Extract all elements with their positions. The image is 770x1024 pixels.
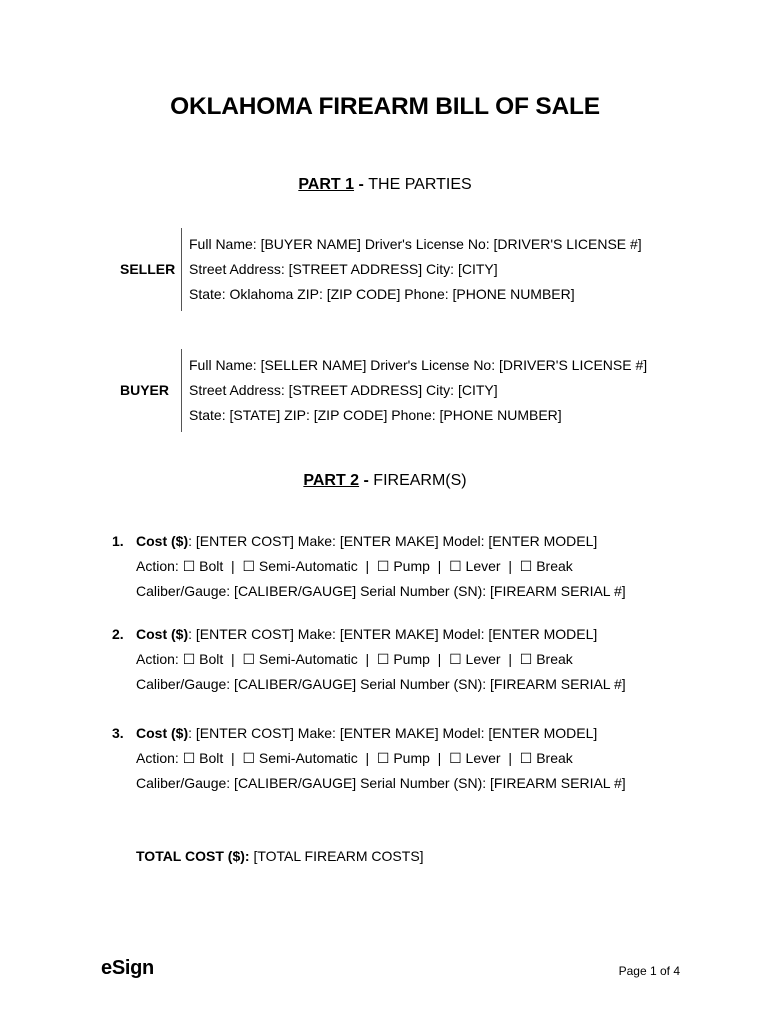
firearm-number: 2. [112,626,124,642]
firearm-number: 1. [112,533,124,549]
part2-heading [0,472,770,490]
firearm-action-row: Action: ☐ Bolt | ☐ Semi-Automatic | ☐ Pump | ☐ Lever | ☐ Break [136,558,573,574]
part1-name: THE PARTIES [368,176,472,193]
buyer-divider [181,349,182,432]
firearm-cost-row [136,721,626,746]
cost-details: : [ENTER COST] Make: [ENTER MAKE] Model: [ENTER MODEL] [188,626,598,642]
cost-label: Cost ($) [136,725,189,741]
seller-line-3: State: Oklahoma ZIP: [ZIP CODE] Phone: [PHONE NUMBER] [189,286,575,302]
firearm-action-row: Action: ☐ Bolt | ☐ Semi-Automatic | ☐ Pump | ☐ Lever | ☐ Break [136,750,573,766]
part1-heading [0,176,770,194]
buyer-lines [189,353,647,428]
seller-line-1: Full Name: [BUYER NAME] Driver's License No: [DRIVER'S LICENSE #] [189,236,642,252]
buyer-line-3: State: [STATE] ZIP: [ZIP CODE] Phone: [PHONE NUMBER] [189,407,562,423]
total-cost [136,845,424,867]
cost-label: Cost ($) [136,533,189,549]
document-title: OKLAHOMA FIREARM BILL OF SALE [170,93,600,120]
part2-separator: - [359,472,374,489]
firearm-cost-row [136,622,626,647]
firearm-action-row: Action: ☐ Bolt | ☐ Semi-Automatic | ☐ Pump | ☐ Lever | ☐ Break [136,651,573,667]
firearm-number: 3. [112,725,124,741]
buyer-line-1: Full Name: [SELLER NAME] Driver's License No: [DRIVER'S LICENSE #] [189,357,648,373]
part2-label: PART 2 [303,472,360,489]
buyer-line-2: Street Address: [STREET ADDRESS] City: [CITY] [189,382,498,398]
firearm-caliber-row: Caliber/Gauge: [CALIBER/GAUGE] Serial Number (SN): [FIREARM SERIAL #] [136,583,626,599]
part1-label: PART 1 [298,176,355,193]
seller-lines [189,232,642,307]
seller-role: SELLER [120,261,176,277]
firearm-caliber-row: Caliber/Gauge: [CALIBER/GAUGE] Serial Number (SN): [FIREARM SERIAL #] [136,676,626,692]
total-cost-value: [TOTAL FIREARM COSTS] [249,848,424,864]
buyer-role: BUYER [120,382,170,398]
page-number: Page 1 of 4 [618,964,680,978]
seller-line-2: Street Address: [STREET ADDRESS] City: [CITY] [189,261,498,277]
firearm-cost-row [136,529,626,554]
seller-divider [181,228,182,311]
cost-details: : [ENTER COST] Make: [ENTER MAKE] Model: [ENTER MODEL] [188,533,598,549]
firearm-caliber-row: Caliber/Gauge: [CALIBER/GAUGE] Serial Number (SN): [FIREARM SERIAL #] [136,775,626,791]
cost-details: : [ENTER COST] Make: [ENTER MAKE] Model: [ENTER MODEL] [188,725,598,741]
part1-separator: - [354,176,369,193]
part2-name: FIREARM(S) [373,472,467,489]
esign-logo: eSign [101,957,154,979]
total-cost-label: TOTAL COST ($): [136,848,250,864]
cost-label: Cost ($) [136,626,189,642]
